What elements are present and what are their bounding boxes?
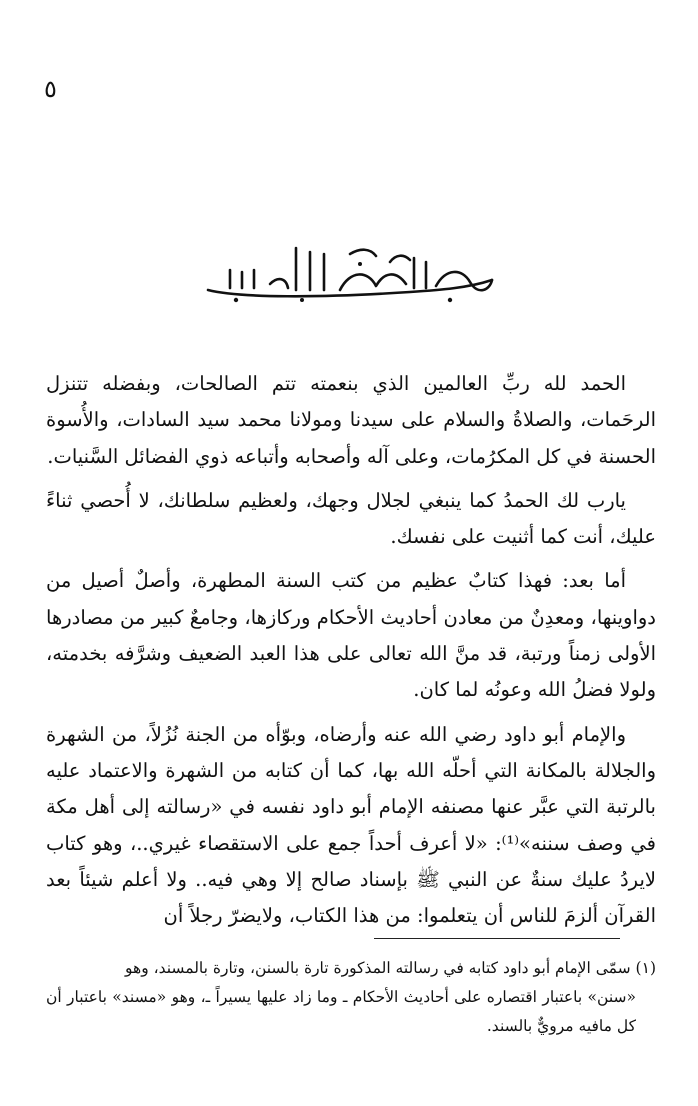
paragraph-book-intro: أما بعد: فهذا كتابٌ عظيم من كتب السنة المطهرة، وأصلٌ أصيل من دواوينها، ومعدِنٌ من معادن أحاديث الأحكام وركازها، وجامعٌ كبير من مصادرها الأولى زمناً ورتبة، قد منَّ الله تعالى على هذا العبد الضعيف وشرَّفه بخدمته، ولولا فضلُ الله وعونُه لما كان.: [46, 569, 656, 702]
footnote: [46, 954, 656, 1041]
footnote-line-2: «سنن» باعتبار اقتصاره على أحاديث الأحكام ـ وما زاد عليها يسيراً ـ، وهو «مسند» باعتبار أن كل مافيه مرويٌّ بالسند.: [46, 988, 636, 1035]
paragraph-imam-abu-dawud: والإمام أبو داود رضي الله عنه وأرضاه، وبوّأه من الجنة نُزُلاً، من الشهرة والجلالة بالمكانة التي أحلّه الله بها، كما أن كتابه من الشهرة والاعتماد عليه بالرتبة التي عبَّر عنها مصنفه الإمام أبو داود نفسه في «رسالته إلى أهل مكة في وصف سننه»⁽¹⁾: «لا أعرف أحداً جمع على الاستقصاء غيري..، وهو كتاب لايردُ عليك سنةٌ عن النبي ﷺ بإسناد صالح إلا وهي فيه.. ولا أعلم شيئاً بعد القرآن ألزمَ للناس أن يتعلموا: من هذا الكتاب، ولايضرّ رجلاً أن: [46, 722, 656, 928]
main-text: [46, 366, 656, 942]
paragraph-praise: الحمد لله ربِّ العالمين الذي بنعمته تتم الصالحات، وبفضله تتنزل الرحَمات، والصلاةُ والسلام على سيدنا ومولانا محمد سيد السادات، والأُسوة الحسنة في كل المكرُمات، وعلى آله وأصحابه وأتباعه ذوي الفضائل السَّنيات.: [46, 372, 656, 468]
basmala-calligraphy-graphic: [200, 240, 500, 308]
footnote-line-1: (١) سمّى الإمام أبو داود كتابه في رسالته المذكورة تارة بالسنن، وتارة بالمسند، وهو: [125, 959, 656, 977]
paragraph-supplication: يارب لك الحمدُ كما ينبغي لجلال وجهك، ولعظيم سلطانك، لا أُحصي ثناءً عليك، أنت كما أثنيت على نفسك.: [46, 488, 656, 549]
page-number: ٥: [44, 75, 57, 103]
footnote-divider: [374, 938, 620, 939]
basmala-calligraphy: [200, 240, 500, 308]
